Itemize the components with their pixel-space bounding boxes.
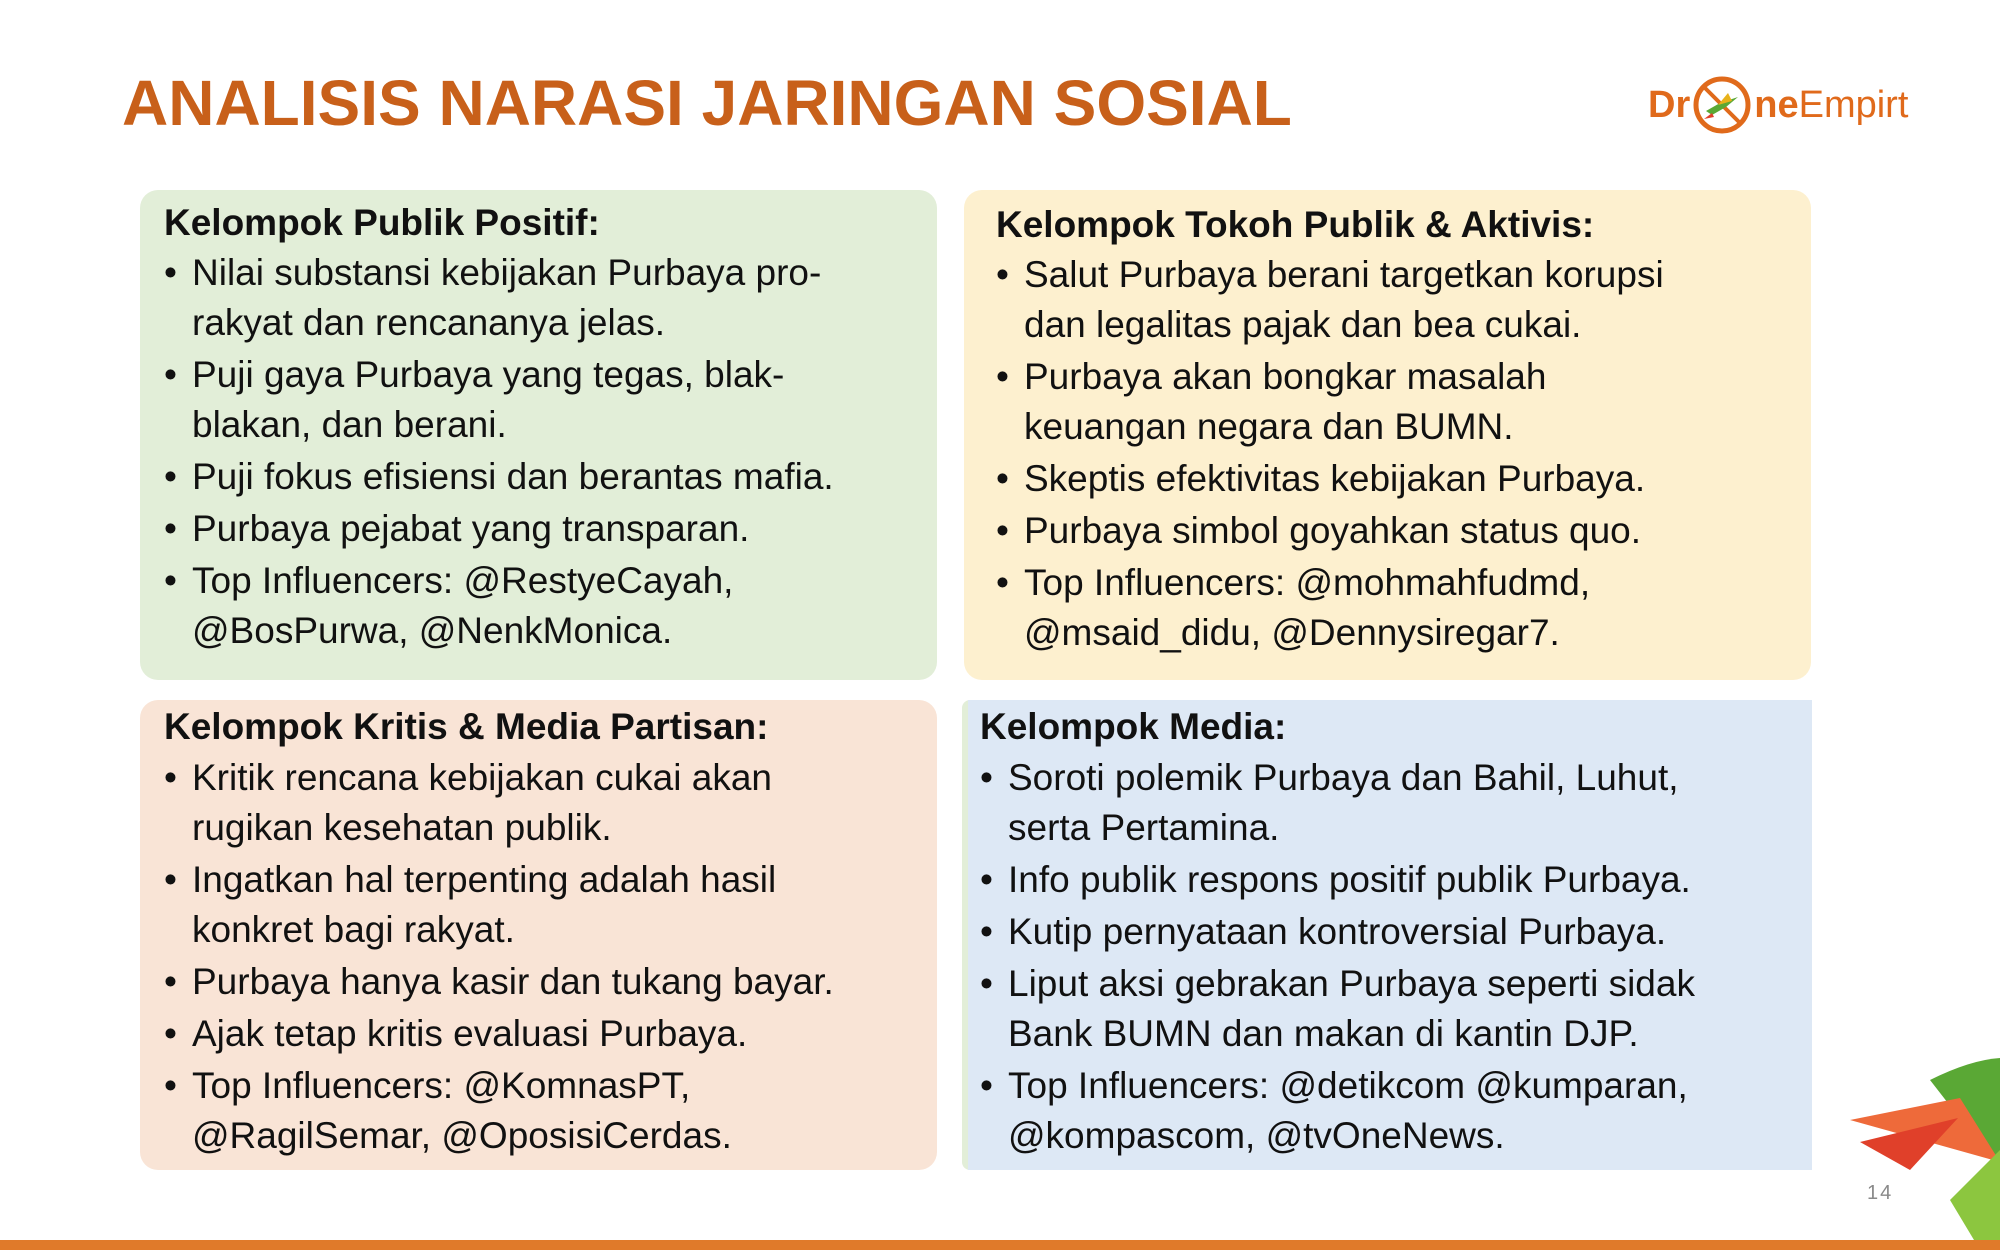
bullet: • [164,1013,177,1054]
list-item [164,504,834,554]
card-tokoh-publik-aktivis [964,190,1811,680]
card-title: Kelompok Kritis & Media Partisan: [164,706,769,747]
card-title: Kelompok Tokoh Publik & Aktivis: [996,204,1595,245]
bullet: • [980,1065,993,1106]
list-item-line: Nilai substansi kebijakan Purbaya pro- [192,252,822,293]
list-item [164,248,834,348]
card-title: Kelompok Media: [980,706,1287,747]
bullet: • [996,510,1009,551]
list-item [164,452,834,502]
list-item-line: Skeptis efektivitas kebijakan Purbaya. [1024,458,1646,499]
list-item-line: Puji fokus efisiensi dan berantas mafia. [192,456,834,497]
list-item-line: keuangan negara dan BUMN. [1024,406,1514,447]
bullet: • [164,757,177,798]
bullet: • [996,562,1009,603]
item-list [164,248,834,658]
list-item-line: @kompascom, @tvOneNews. [1008,1115,1505,1156]
list-item [164,855,834,955]
bullet: • [996,356,1009,397]
list-item [980,959,1695,1059]
list-item-line: Purbaya akan bongkar masalah [1024,356,1547,397]
list-item-line: rakyat dan rencananya jelas. [192,302,666,343]
list-item-line: Bank BUMN dan makan di kantin DJP. [1008,1013,1639,1054]
bullet: • [996,254,1009,295]
bullet: • [164,456,177,497]
page-title: ANALISIS NARASI JARINGAN SOSIAL [122,67,1292,139]
list-item-line: Ajak tetap kritis evaluasi Purbaya. [192,1013,748,1054]
card-kritis-media-partisan [140,700,937,1170]
logo-text-part2: ne [1754,83,1799,126]
bullet: • [980,757,993,798]
list-item [996,352,1664,452]
list-item [164,556,834,656]
list-item [164,1061,834,1161]
bullet: • [164,1065,177,1106]
list-item [980,907,1695,957]
list-item [996,250,1664,350]
list-item-line: Info publik respons positif publik Purbaya. [1008,859,1691,900]
list-item-line: Purbaya pejabat yang transparan. [192,508,750,549]
bullet: • [980,911,993,952]
list-item-line: konkret bagi rakyat. [192,909,515,950]
list-item-line: Soroti polemik Purbaya dan Bahil, Luhut, [1008,757,1679,798]
bottom-bar [0,1240,2000,1250]
list-item-line: rugikan kesehatan publik. [192,807,612,848]
list-item [164,350,834,450]
bullet: • [996,458,1009,499]
bullet: • [164,354,177,395]
bullet: • [164,560,177,601]
list-item-line: Top Influencers: @KomnasPT, [192,1065,691,1106]
bullet: • [980,859,993,900]
list-item-line: Top Influencers: @mohmahfudmd, [1024,562,1591,603]
list-item [164,957,834,1007]
corner-decoration [1840,1050,2000,1250]
list-item-line: Ingatkan hal terpenting adalah hasil [192,859,777,900]
list-item [980,855,1695,905]
card-publik-positif [140,190,937,680]
list-item-line: Kutip pernyataan kontroversial Purbaya. [1008,911,1667,952]
list-item-line: serta Pertamina. [1008,807,1280,848]
list-item-line: Purbaya hanya kasir dan tukang bayar. [192,961,834,1002]
bullet: • [164,859,177,900]
drone-bird-icon [1692,75,1752,135]
bullet: • [164,252,177,293]
bullet: • [164,508,177,549]
list-item-line: @BosPurwa, @NenkMonica. [192,610,673,651]
list-item-line: dan legalitas pajak dan bea cukai. [1024,304,1582,345]
list-item-line: Top Influencers: @RestyeCayah, [192,560,734,601]
list-item-line: Puji gaya Purbaya yang tegas, blak- [192,354,785,395]
list-item [980,753,1695,853]
item-list [980,753,1695,1163]
list-item-line: Kritik rencana kebijakan cukai akan [192,757,772,798]
list-item-line: Top Influencers: @detikcom @kumparan, [1008,1065,1688,1106]
list-item [996,558,1664,658]
bullet: • [980,963,993,1004]
bullet: • [164,961,177,1002]
logo-text-part3: Empirt [1798,83,1909,126]
list-item [996,506,1664,556]
card-title: Kelompok Publik Positif: [164,202,600,243]
list-item [996,454,1664,504]
list-item-line: Liput aksi gebrakan Purbaya seperti sidak [1008,963,1695,1004]
list-item-line: @RagilSemar, @OposisiCerdas. [192,1115,732,1156]
card-media [968,700,1812,1170]
page-number: 14 [1867,1182,1894,1204]
logo [1648,70,1908,140]
list-item-line: @msaid_didu, @Dennysiregar7. [1024,612,1560,653]
list-item [164,1009,834,1059]
item-list [996,250,1664,660]
list-item-line: Salut Purbaya berani targetkan korupsi [1024,254,1664,295]
list-item [164,753,834,853]
logo-text-part1: Dr [1648,83,1691,126]
list-item-line: Purbaya simbol goyahkan status quo. [1024,510,1642,551]
list-item-line: blakan, dan berani. [192,404,507,445]
item-list [164,753,834,1163]
list-item [980,1061,1695,1161]
